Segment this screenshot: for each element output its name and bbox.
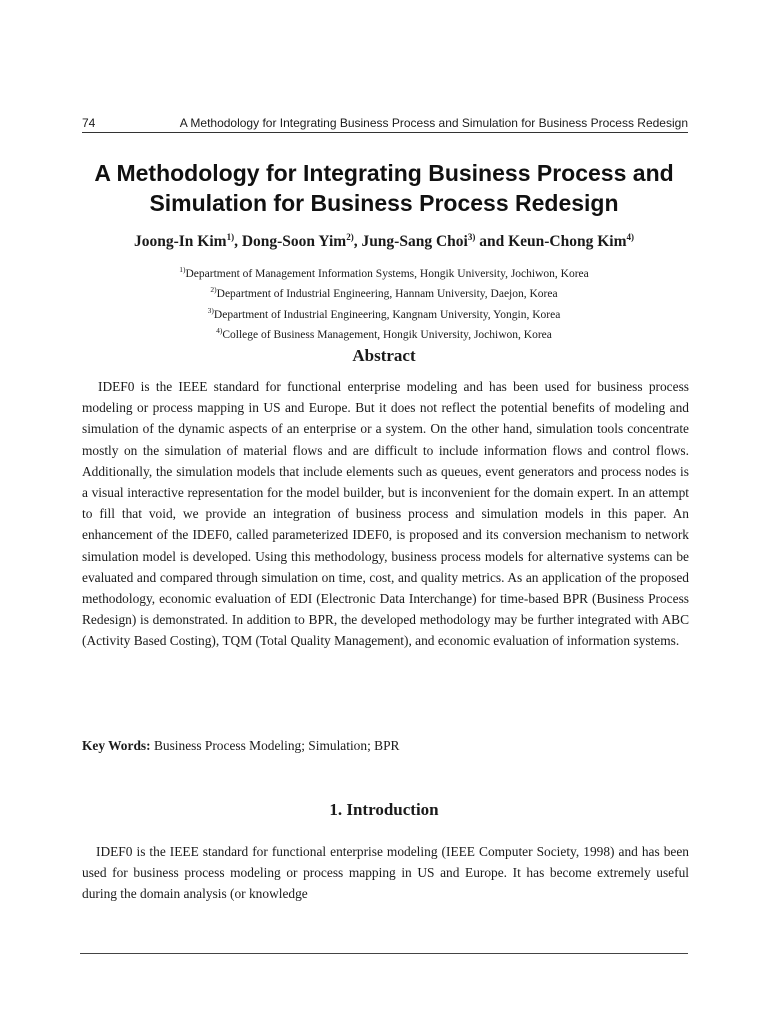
affiliation: [60, 262, 708, 282]
affiliation: [60, 323, 708, 343]
author-mark: 4): [626, 232, 635, 242]
affiliation: [60, 282, 708, 302]
author-name: Joong-In Kim: [133, 233, 227, 251]
affiliation-mark: 2): [210, 285, 217, 295]
title-line-1: A Methodology for Integrating Business Process and: [94, 160, 674, 186]
author-mark: 1): [226, 232, 235, 242]
running-title: A Methodology for Integrating Business Process and Simulation for Business Process Redesign: [179, 116, 688, 130]
abstract-text: IDEF0 is the IEEE standard for functional enterprise modeling and has been used for business process modeling or process mapping in US and Europe. But it does not reflect the potential benefits of modeling and simulation of the dynamic aspects of an enterprise or a system. On the other hand, simulation tools concentrate mostly on the simulation of material flows and are difficult to include information flows and control flows. Additionally, the simulation models that include elements such as queues, event generators and process nodes is a visual interactive representation for the model builder, but is inconvenient for the domain expert. In an attempt to fill that void, we provide an integration of business process and simulation models in this paper. An enhancement of the IDEF0, called parameterized IDEF0, is proposed and its conversion mechanism to network simulation model is developed. Using this methodology, business process models for alternative systems can be evaluated and compared through simulation on time, cost, and quality metrics. As an application of the proposed methodology, economic evaluation of EDI (Electronic Data Interchange) for time-based BPR (Business Process Redesign) is demonstrated. In addition to BPR, the developed methodology may be further integrated with ABC (Activity Based Costing), TQM (Total Quality Management), and economic evaluation of information systems.: [82, 379, 689, 649]
author-name: Dong-Soon Yim: [241, 233, 347, 251]
introduction-text: IDEF0 is the IEEE standard for functional enterprise modeling (IEEE Computer Society, 1998) and has been used for business process modeling or process mapping in US and Europe. It has become extremely useful during the domain analysis (or knowledge: [82, 844, 689, 902]
running-head: [82, 116, 688, 130]
author-mark: 2): [346, 232, 354, 242]
author-name: Jung-Sang Choi: [361, 233, 468, 251]
affiliation-text: Department of Industrial Engineering, Kangnam University, Yongin, Korea: [213, 308, 561, 321]
paper-title: [60, 158, 708, 218]
affiliation-text: Department of Management Information Systems, Hongik University, Jochiwon, Korea: [185, 267, 589, 280]
section-heading-introduction: 1. Introduction: [329, 800, 439, 819]
keywords-label: Key Words:: [82, 738, 151, 753]
author-separator: ,: [234, 233, 242, 251]
author-separator: ,: [353, 233, 362, 251]
abstract-heading: Abstract: [352, 346, 416, 365]
author-mark: 3): [467, 232, 476, 242]
affiliation-text: Department of Industrial Engineering, Hannam University, Daejon, Korea: [216, 288, 558, 301]
affiliation: [60, 303, 708, 323]
author-separator: and: [475, 233, 509, 251]
header-rule: [82, 132, 688, 133]
page-number: 74: [82, 116, 96, 130]
keywords-text: Business Process Modeling; Simulation; BPR: [153, 738, 400, 753]
footer-rule: [80, 953, 688, 954]
author-list: [60, 232, 708, 251]
affiliation-text: College of Business Management, Hongik University, Jochiwon, Korea: [222, 328, 552, 341]
author-name: Keun-Chong Kim: [508, 233, 627, 251]
affiliation-mark: 3): [207, 305, 214, 315]
affiliation-mark: 1): [179, 265, 186, 274]
affiliation-list: [60, 262, 708, 343]
title-line-2: Simulation for Business Process Redesign: [149, 190, 619, 216]
keywords: [82, 738, 689, 754]
affiliation-mark: 4): [216, 325, 223, 335]
